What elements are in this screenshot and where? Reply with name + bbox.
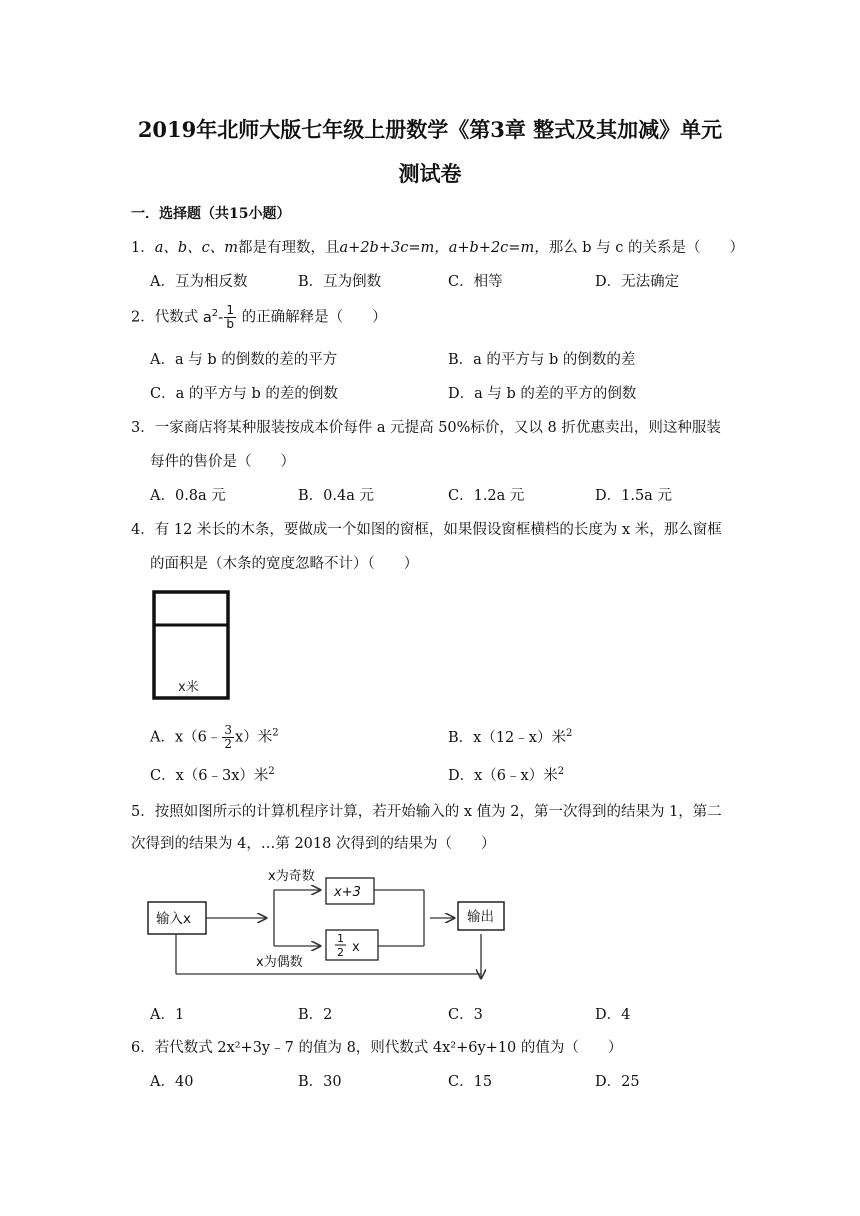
flow-half-var: x <box>352 940 360 955</box>
option-d[interactable] <box>448 764 564 785</box>
flow-input-label: 输入x <box>156 911 191 927</box>
question-4-line2: 的面积是（木条的宽度忽略不计）（ ） <box>150 556 419 572</box>
option-a[interactable]: A．40 <box>150 1074 194 1090</box>
option-b[interactable]: B．2 <box>298 1007 333 1023</box>
option-b[interactable]: B．30 <box>298 1074 342 1090</box>
option-d[interactable]: D．无法确定 <box>595 274 680 290</box>
question-3-line2: 每件的售价是（ ） <box>150 454 295 470</box>
option-a-prefix: A．x（6﹣ <box>150 729 222 746</box>
option-c[interactable]: C．相等 <box>448 274 503 290</box>
question-number: 2． <box>131 309 155 326</box>
question-3-line1 <box>131 416 721 437</box>
question-text: 那么 b 与 c 的关系是（ ） <box>548 240 745 256</box>
option-c[interactable]: C．a 的平方与 b 的差的倒数 <box>150 386 338 402</box>
option-a[interactable]: A．a 与 b 的倒数的差的平方 <box>150 352 338 368</box>
question-number: 5． <box>131 804 155 820</box>
option-a[interactable]: A．0.8a 元 <box>150 488 226 504</box>
question-text: 代数式 <box>154 309 199 326</box>
expr-a: a <box>202 309 212 326</box>
question-text: 一家商店将某种服装按成本价每件 a 元提高 50%标价，又以 8 折优惠卖出，则这种服装 <box>154 420 721 436</box>
option-d[interactable]: D．4 <box>595 1007 631 1023</box>
option-d[interactable]: D．1.5a 元 <box>595 488 672 504</box>
question-text: 有 12 米长的木条，要做成一个如图的窗框，如果假设窗框横档的长度为 x 米，那么窗框 <box>154 522 722 538</box>
fraction-denominator: 2 <box>224 737 233 751</box>
flow-plus3-label: x+3 <box>334 885 361 900</box>
question-5-line1 <box>131 800 722 821</box>
flow-half-num: 1 <box>337 932 344 945</box>
question-equation: a+2b+3c=m，a+b+2c=m， <box>339 240 549 256</box>
question-6 <box>131 1036 622 1057</box>
flow-odd-label: x为奇数 <box>268 869 315 884</box>
option-c[interactable]: C．15 <box>448 1074 493 1090</box>
option-a-suffix: x）米 <box>235 729 273 746</box>
option-b[interactable]: B．互为倒数 <box>298 274 382 290</box>
option-d[interactable]: D．25 <box>595 1074 640 1090</box>
question-number: 3． <box>131 420 155 436</box>
expr-minus: - <box>218 309 224 326</box>
document-title-line2: 测试卷 <box>398 161 462 186</box>
option-a[interactable]: A．互为相反数 <box>150 274 248 290</box>
flow-even-label: x为偶数 <box>256 955 303 970</box>
option-a[interactable]: A．1 <box>150 1007 185 1023</box>
exponent: 2 <box>565 728 573 740</box>
question-number: 4． <box>131 522 155 538</box>
exponent: 2 <box>268 766 275 778</box>
section-header: 一．选择题（共15小题） <box>131 206 291 222</box>
question-2 <box>131 304 387 331</box>
flowchart-figure <box>140 860 512 988</box>
fraction-numerator: 3 <box>224 723 233 737</box>
fraction <box>222 724 234 751</box>
option-c-text: C．x（6﹣3x）米 <box>150 768 269 784</box>
fraction-denominator: b <box>226 317 234 331</box>
question-vars: a、b、c、m <box>154 240 239 256</box>
expr-exponent: 2 <box>211 307 219 319</box>
question-1 <box>131 236 744 257</box>
option-b-text: B．x（12﹣x）米 <box>448 730 566 746</box>
option-c[interactable] <box>150 764 275 785</box>
fraction <box>224 304 236 331</box>
question-text: 若代数式 2x²+3y﹣7 的值为 8，则代数式 4x²+6y+10 的值为（ ） <box>154 1040 623 1056</box>
flow-half-den: 2 <box>337 946 344 959</box>
option-a[interactable] <box>150 724 279 751</box>
option-d[interactable]: D．a 与 b 的差的平方的倒数 <box>448 386 637 402</box>
question-5-line2: 次得到的结果为 4，…第 2018 次得到的结果为（ ） <box>131 836 496 852</box>
document-title-line1: 2019年北师大版七年级上册数学《第3章 整式及其加减》单元 <box>137 117 723 142</box>
option-c[interactable]: C．3 <box>448 1007 483 1023</box>
exponent: 2 <box>272 727 279 739</box>
option-b[interactable]: B．0.4a 元 <box>298 488 374 504</box>
question-text: 按照如图所示的计算机程序计算，若开始输入的 x 值为 2，第一次得到的结果为 1，第二 <box>154 804 722 820</box>
flow-output-label: 输出 <box>467 909 494 925</box>
option-b[interactable]: B．a 的平方与 b 的倒数的差 <box>448 352 636 368</box>
option-d-text: D．x（6﹣x）米 <box>448 768 558 784</box>
window-frame-figure <box>150 588 232 702</box>
window-width-label: x米 <box>178 680 199 695</box>
fraction-numerator: 1 <box>226 303 234 317</box>
question-text: 的正确解释是（ ） <box>241 309 387 326</box>
exponent: 2 <box>557 766 565 778</box>
option-b[interactable] <box>448 726 572 747</box>
question-number: 1． <box>131 240 155 256</box>
question-text: 都是有理数，且 <box>238 240 340 256</box>
option-c[interactable]: C．1.2a 元 <box>448 488 525 504</box>
question-4-line1 <box>131 518 722 539</box>
question-number: 6． <box>131 1040 155 1056</box>
algebraic-expression <box>202 303 242 331</box>
